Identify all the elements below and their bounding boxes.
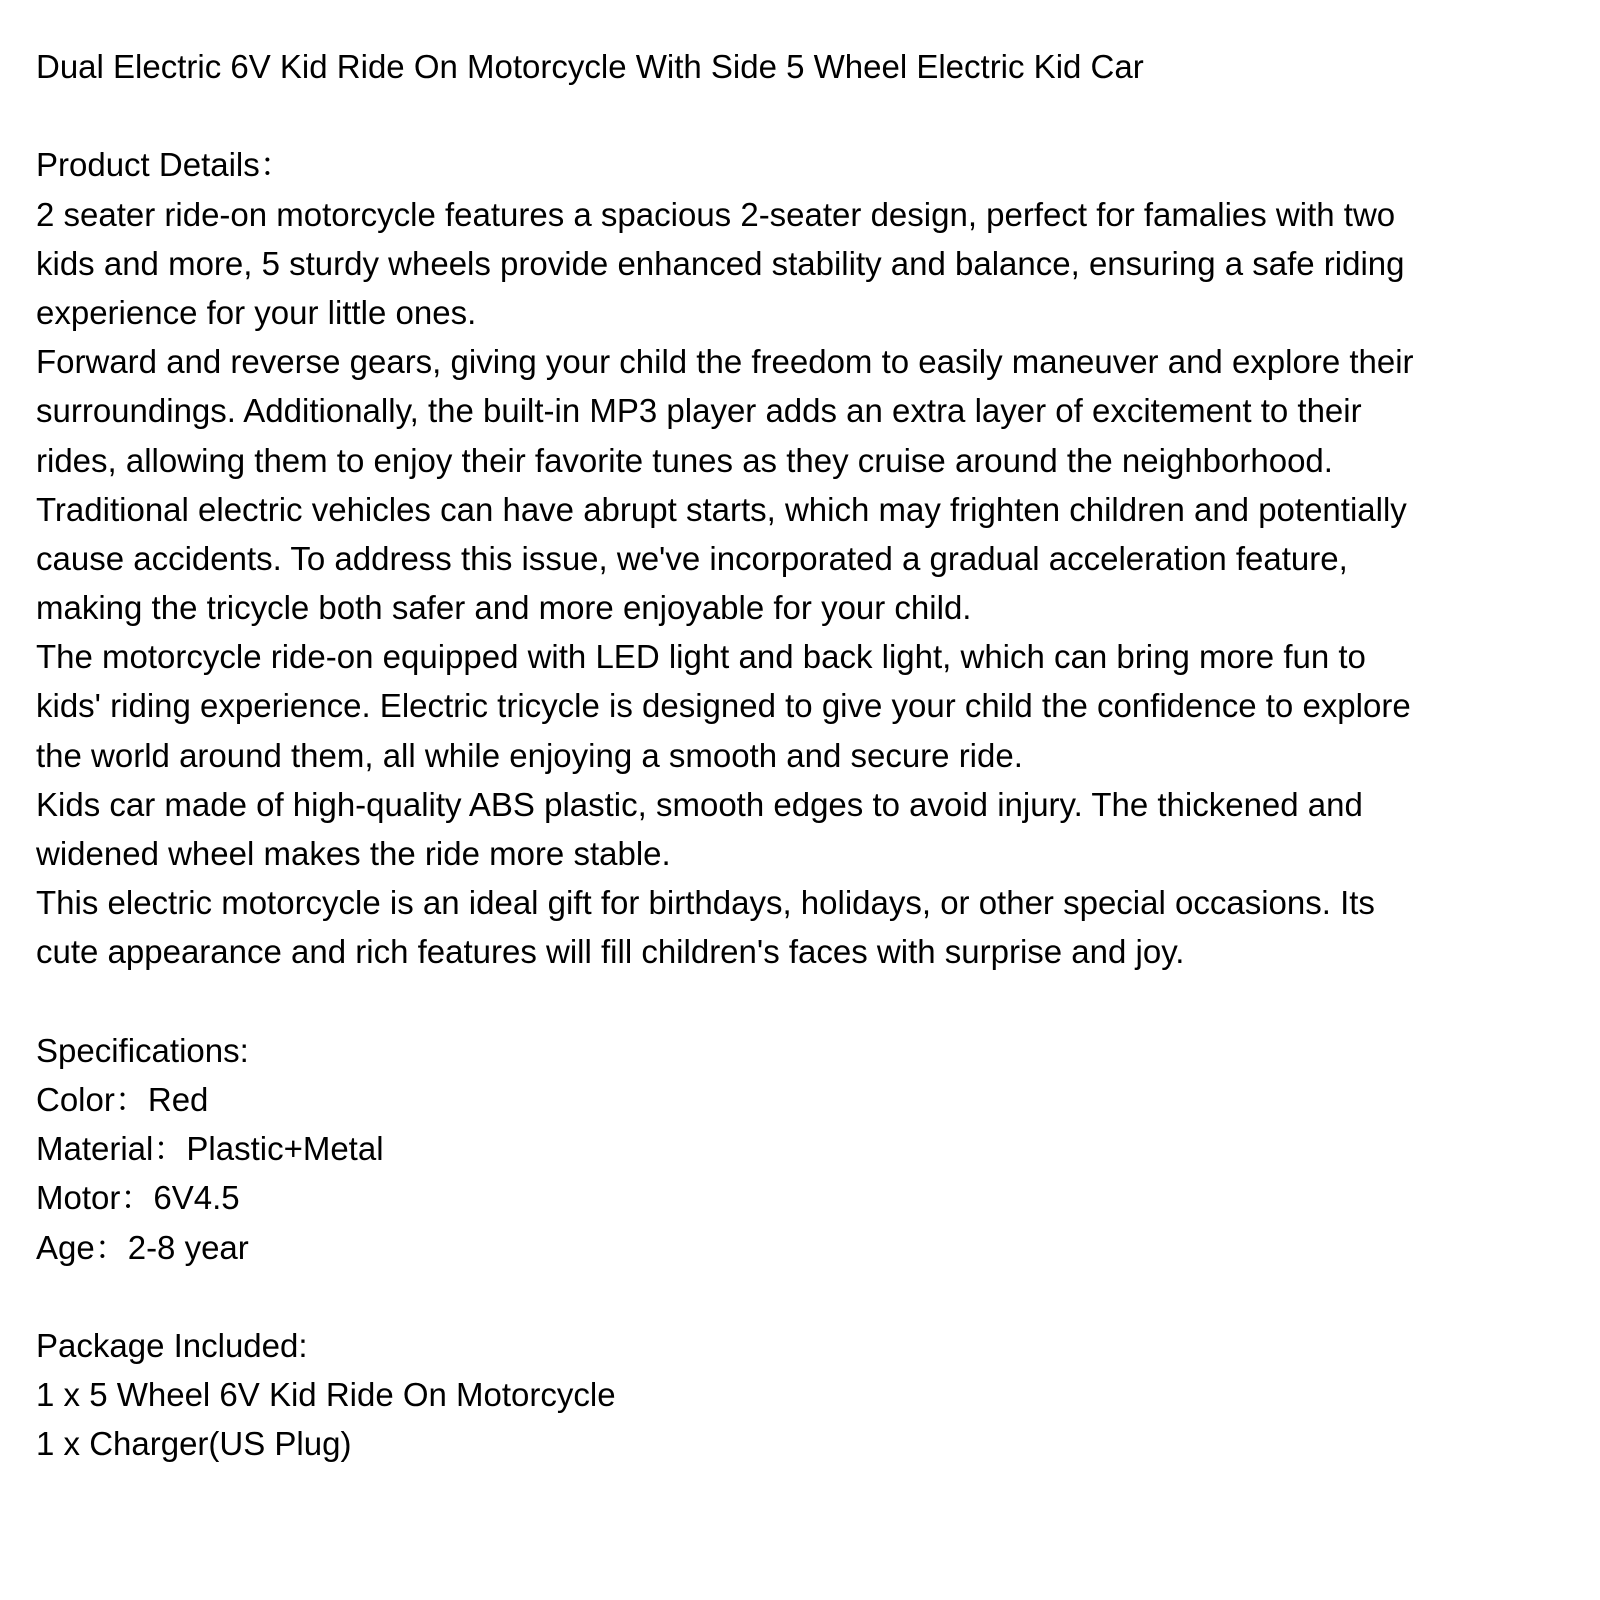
details-line: cause accidents. To address this issue, we've incorporated a gradual acceleration feature, [36, 539, 1348, 577]
spacer [36, 91, 1576, 140]
spacer [36, 977, 1576, 1026]
spec-color: Color：Red [36, 1080, 209, 1118]
package-item: 1 x Charger(US Plug) [36, 1425, 352, 1463]
details-line: Traditional electric vehicles can have abrupt starts, which may frighten children and potentially [36, 490, 1407, 528]
package-heading: Package Included: [36, 1326, 308, 1364]
details-line: rides, allowing them to enjoy their favorite tunes as they cruise around the neighborhood. [36, 441, 1333, 479]
details-line: making the tricycle both safer and more enjoyable for your child. [36, 589, 972, 627]
details-line: kids' riding experience. Electric tricycle is designed to give your child the confidence to explore [36, 687, 1411, 725]
product-title: Dual Electric 6V Kid Ride On Motorcycle With Side 5 Wheel Electric Kid Car [36, 48, 1144, 85]
details-line: This electric motorcycle is an ideal gift for birthdays, holidays, or other special occasions. Its [36, 884, 1375, 922]
product-details-heading: Product Details： [36, 146, 293, 184]
details-line: surroundings. Additionally, the built-in MP3 player adds an extra layer of excitement to their [36, 392, 1362, 430]
spec-age: Age：2-8 year [36, 1228, 249, 1266]
details-line: the world around them, all while enjoying a smooth and secure ride. [36, 736, 1023, 774]
specifications-heading: Specifications: [36, 1031, 249, 1069]
details-line: kids and more, 5 sturdy wheels provide enhanced stability and balance, ensuring a safe riding [36, 244, 1405, 282]
details-line: 2 seater ride-on motorcycle features a spacious 2-seater design, perfect for famalies with two [36, 195, 1396, 233]
spec-material: Material：Plastic+Metal [36, 1130, 384, 1168]
package-item: 1 x 5 Wheel 6V Kid Ride On Motorcycle [36, 1376, 616, 1414]
details-line: Kids car made of high-quality ABS plastic, smooth edges to avoid injury. The thickened and [36, 785, 1363, 823]
details-line: cute appearance and rich features will fill children's faces with surprise and joy. [36, 933, 1185, 971]
product-description-document [36, 42, 1576, 1468]
details-line: Forward and reverse gears, giving your child the freedom to easily maneuver and explore their [36, 343, 1414, 381]
details-line: widened wheel makes the ride more stable. [36, 835, 671, 872]
details-line: The motorcycle ride-on equipped with LED light and back light, which can bring more fun to [36, 638, 1366, 676]
spacer [36, 1272, 1576, 1321]
spec-motor: Motor：6V4.5 [36, 1179, 240, 1217]
details-line: experience for your little ones. [36, 293, 477, 331]
